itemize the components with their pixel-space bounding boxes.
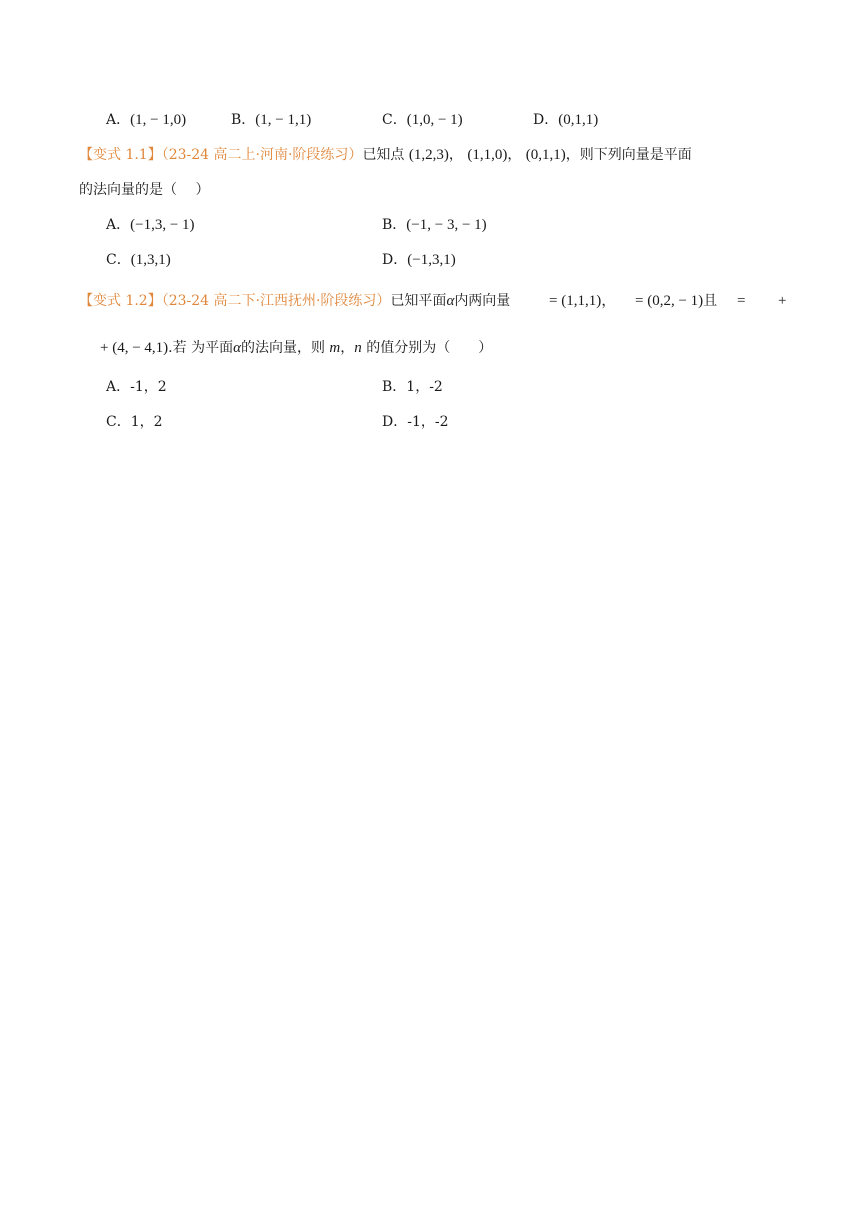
option-b: B．(1, − 1,1): [231, 112, 312, 128]
equals-sign: =: [737, 293, 746, 309]
option-a: A．(1, − 1,0): [106, 112, 187, 128]
question-1-2-stem: 【变式 1.2】（23-24 高二下·江西抚州·阶段练习）已知平面α内两向量: [79, 293, 511, 309]
option-a: A．-1，2: [106, 379, 167, 395]
option-d: D．-1，-2: [382, 414, 449, 430]
vector-1: = (1,1,1)，: [549, 293, 617, 309]
variant-tag: 【变式 1.1】: [79, 147, 162, 163]
option-a: A．(−1,3, − 1): [106, 217, 195, 233]
option-b: B．1，-2: [382, 379, 443, 395]
question-1-2-stem-cont: + (4, − 4,1).若 为平面α的法向量，则 m，n 的值分别为（ ）: [100, 340, 493, 356]
option-c: C．1，2: [106, 414, 163, 430]
question-1-1-stem: 【变式 1.1】（23-24 高二上·河南·阶段练习）已知点 (1,2,3)， (1,1,0)， (0,1,1)，则下列向量是平面: [79, 147, 692, 163]
option-c: C．(1,0, − 1): [382, 112, 463, 128]
vector-2: = (0,2, − 1)且: [635, 293, 718, 309]
source-label: （23-24 高二上·河南·阶段练习）: [161, 147, 363, 163]
variant-tag: 【变式 1.2】: [79, 293, 162, 309]
option-d: D．(0,1,1): [533, 112, 599, 128]
option-b: B．(−1, − 3, − 1): [382, 217, 487, 233]
option-c: C．(1,3,1): [106, 252, 171, 268]
plus-sign: +: [778, 293, 787, 309]
source-label: （23-24 高二下·江西抚州·阶段练习）: [161, 293, 391, 309]
option-d: D．(−1,3,1): [382, 252, 456, 268]
question-1-1-stem-cont: 的法向量的是（ ）: [79, 182, 210, 198]
